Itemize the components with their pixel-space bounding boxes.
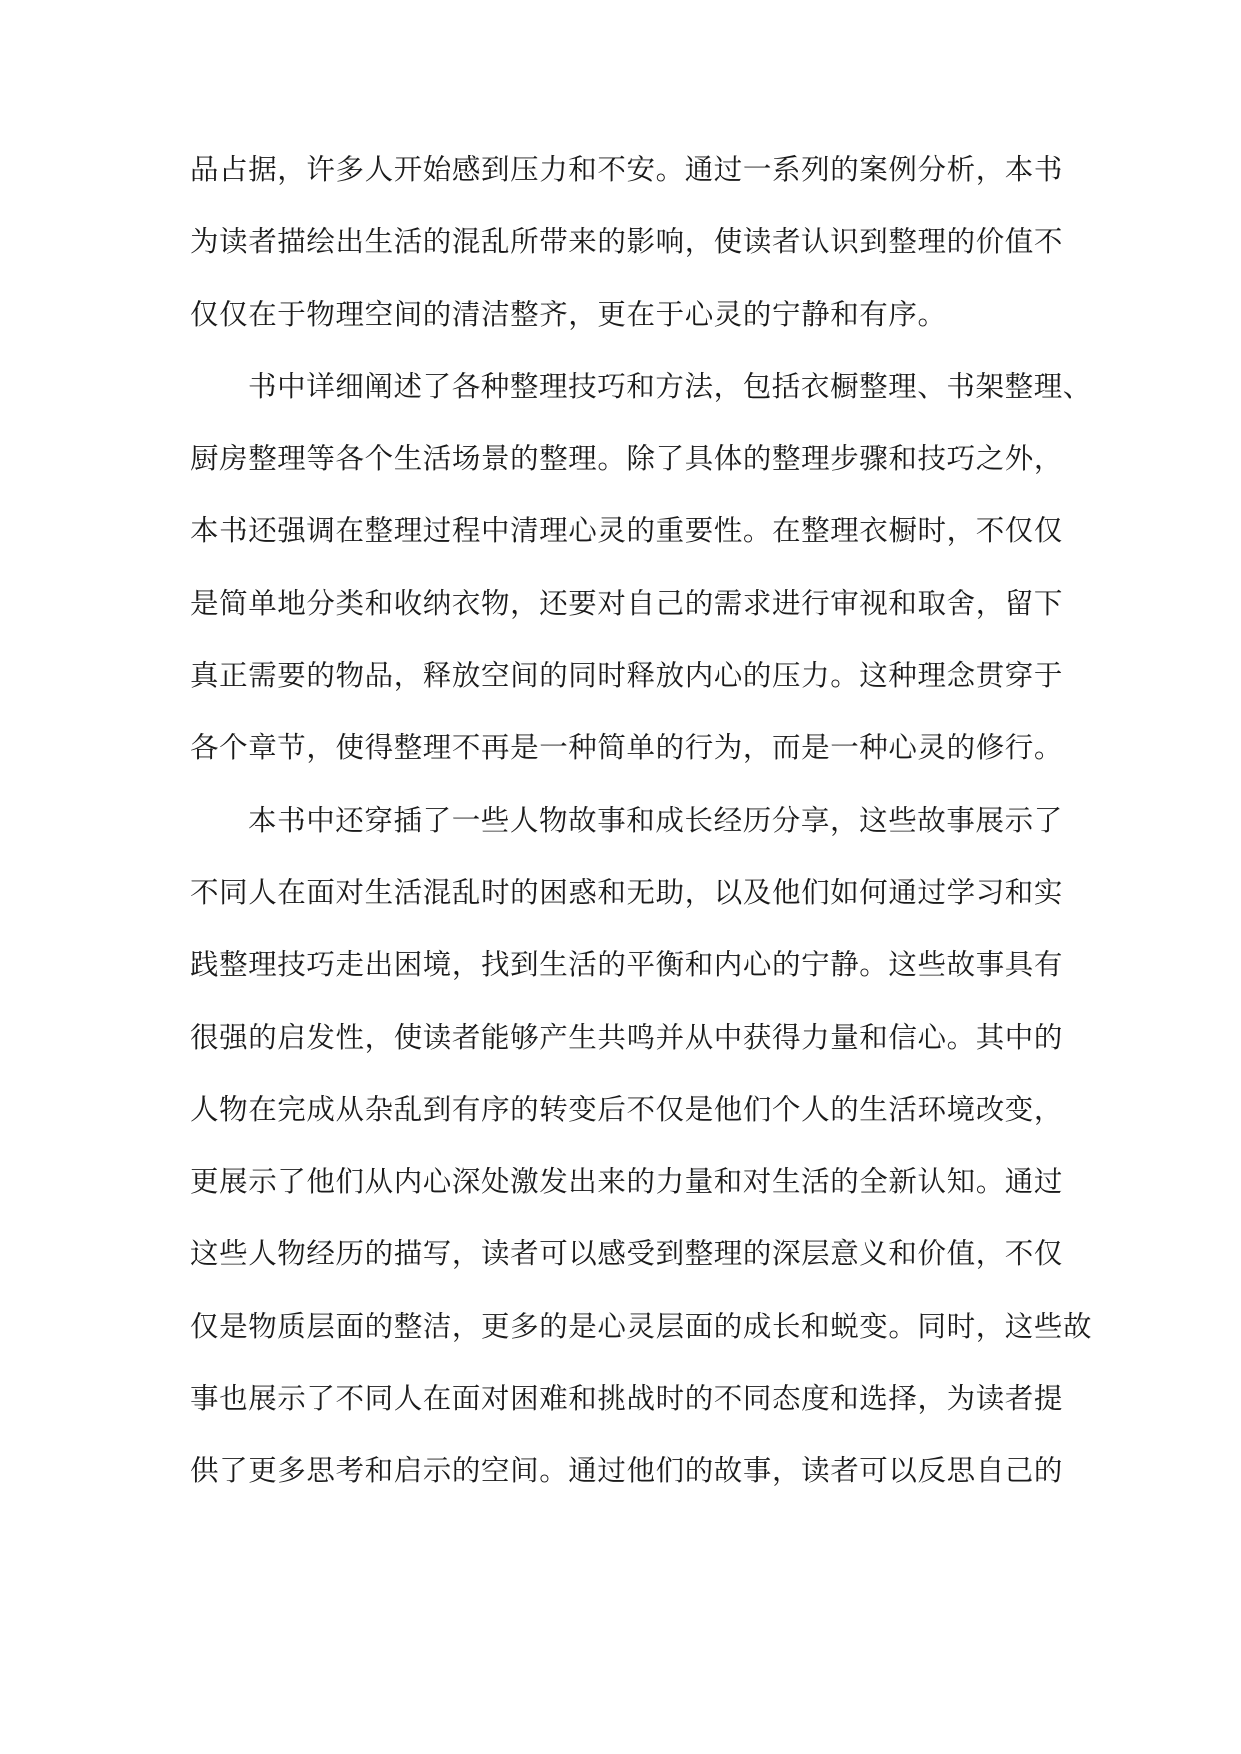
text-line: 这些人物经历的描写，读者可以感受到整理的深层意义和价值，不仅	[190, 1237, 1064, 1271]
paragraph-start-line: 书中详细阐述了各种整理技巧和方法，包括衣橱整理、书架整理、	[248, 369, 1092, 403]
text-line: 为读者描绘出生活的混乱所带来的影响，使读者认识到整理的价值不	[190, 225, 1064, 259]
text-line: 不同人在面对生活混乱时的困惑和无助，以及他们如何通过学习和实	[190, 875, 1064, 909]
text-line: 仅仅在于物理空间的清洁整齐，更在于心灵的宁静和有序。	[190, 297, 947, 331]
text-line: 更展示了他们从内心深处激发出来的力量和对生活的全新认知。通过	[190, 1165, 1064, 1199]
text-line: 供了更多思考和启示的空间。通过他们的故事，读者可以反思自己的	[190, 1454, 1064, 1488]
body-text	[190, 147, 1093, 1521]
text-line: 是简单地分类和收纳衣物，还要对自己的需求进行审视和取舍，留下	[190, 586, 1064, 620]
text-line: 本书还强调在整理过程中清理心灵的重要性。在整理衣橱时，不仅仅	[190, 514, 1064, 548]
text-line: 仅是物质层面的整洁，更多的是心灵层面的成长和蜕变。同时，这些故	[190, 1309, 1093, 1343]
text-line: 真正需要的物品，释放空间的同时释放内心的压力。这种理念贯穿于	[190, 659, 1064, 693]
text-line: 品占据，许多人开始感到压力和不安。通过一系列的案例分析，本书	[190, 153, 1064, 186]
text-line: 事也展示了不同人在面对困难和挑战时的不同态度和选择，为读者提	[190, 1382, 1064, 1416]
text-line: 很强的启发性，使读者能够产生共鸣并从中获得力量和信心。其中的	[190, 1020, 1064, 1054]
text-line: 人物在完成从杂乱到有序的转变后不仅是他们个人的生活环境改变，	[190, 1092, 1064, 1126]
text-line: 各个章节，使得整理不再是一种简单的行为，而是一种心灵的修行。	[190, 731, 1064, 765]
text-line: 践整理技巧走出困境，找到生活的平衡和内心的宁静。这些故事具有	[190, 948, 1064, 982]
paragraph-start-line: 本书中还穿插了一些人物故事和成长经历分享，这些故事展示了	[248, 803, 1063, 837]
text-line: 厨房整理等各个生活场景的整理。除了具体的整理步骤和技巧之外，	[190, 442, 1064, 476]
